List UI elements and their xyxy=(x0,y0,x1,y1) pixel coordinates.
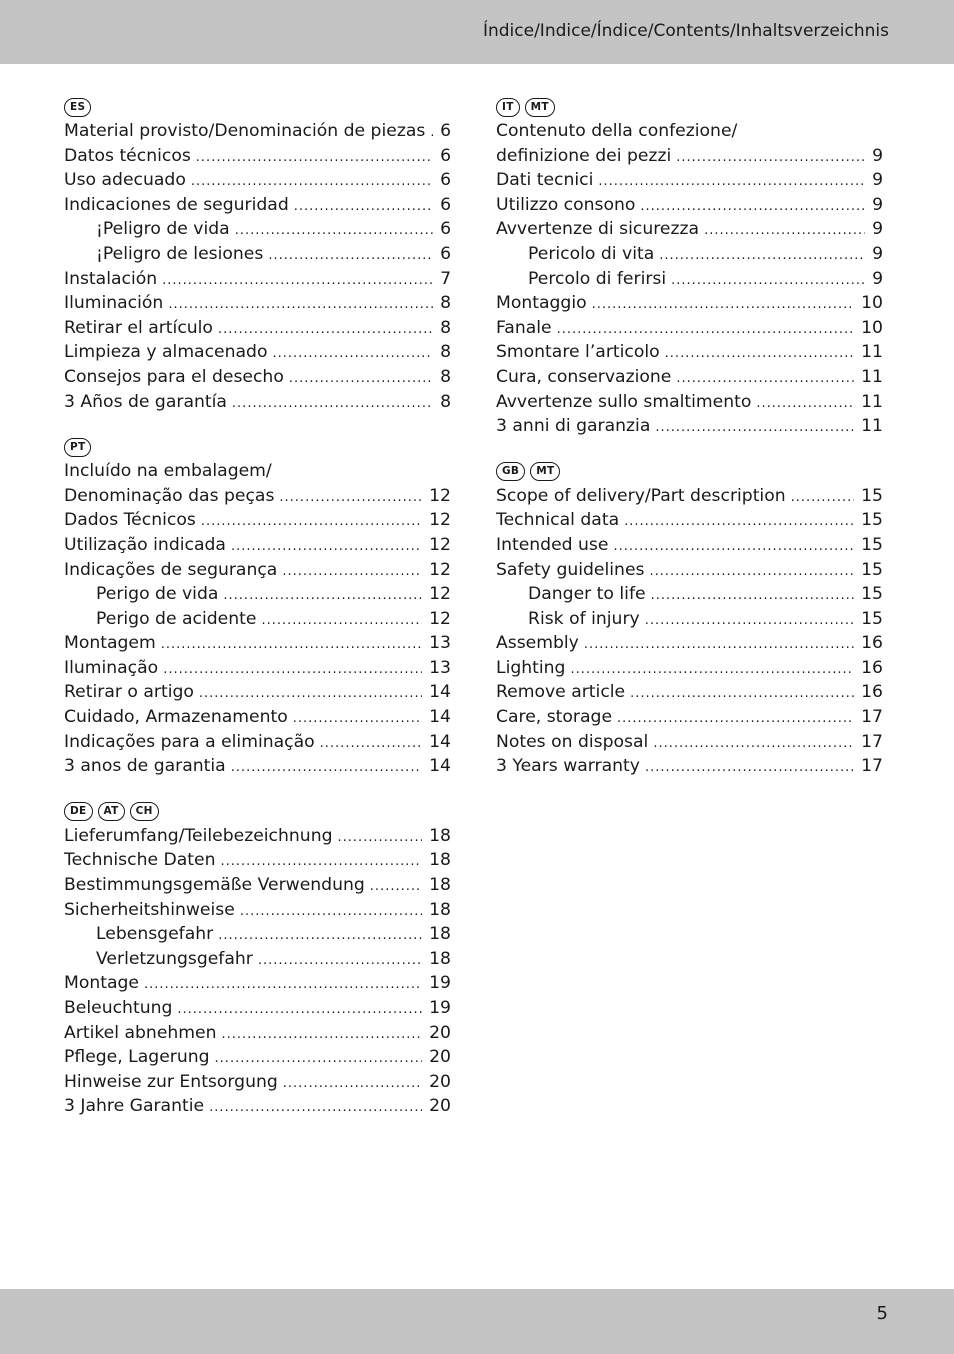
toc-entry-page: 6 xyxy=(440,145,451,166)
dot-leader xyxy=(671,273,865,288)
language-badges xyxy=(496,460,883,484)
toc-entry-page: 6 xyxy=(440,121,451,141)
toc-entry-page: 15 xyxy=(861,510,883,531)
toc-entry-label: 3 anni di garanzia xyxy=(496,416,651,437)
language-badges xyxy=(64,95,451,119)
toc-entry xyxy=(64,584,451,609)
toc-entry-page: 10 xyxy=(861,317,883,338)
toc-entry xyxy=(496,416,883,441)
toc-entry-page: 11 xyxy=(861,366,883,387)
toc-entry-page: 17 xyxy=(861,707,883,728)
toc-entry xyxy=(64,826,451,851)
toc-entry-label: Retirar o artigo xyxy=(64,682,194,703)
toc-entry-label: Datos técnicos xyxy=(64,145,191,166)
dot-leader xyxy=(676,371,854,386)
toc-entry-page: 19 xyxy=(429,998,451,1018)
toc-entry-page: 15 xyxy=(861,485,883,506)
toc-entry-label: ¡Peligro de vida xyxy=(96,219,230,240)
toc-entry xyxy=(64,244,451,269)
toc-entry-page: 16 xyxy=(861,682,883,703)
toc-entry-page: 16 xyxy=(861,657,883,678)
toc-entry-label: Iluminación xyxy=(64,293,164,314)
toc-entry-label: Danger to life xyxy=(528,584,646,605)
toc-entry-page: 18 xyxy=(429,850,451,871)
dot-leader xyxy=(209,1100,422,1115)
dot-leader xyxy=(283,1076,422,1091)
toc-entry xyxy=(64,195,451,220)
toc-entry-label: Cura, conservazione xyxy=(496,366,672,387)
language-badges xyxy=(64,800,451,824)
toc-entry-page: 6 xyxy=(440,219,451,240)
dot-leader xyxy=(199,686,422,701)
dot-leader xyxy=(630,686,854,701)
toc-entry xyxy=(64,1096,451,1121)
toc-entry-page: 8 xyxy=(440,317,451,338)
toc-entry-page: 17 xyxy=(861,756,883,777)
toc-entry xyxy=(496,219,883,244)
toc-entry xyxy=(496,510,883,535)
dot-leader xyxy=(177,1002,422,1017)
toc-entry xyxy=(64,949,451,974)
dot-leader xyxy=(144,977,422,992)
toc-section xyxy=(64,95,451,416)
toc-entry xyxy=(496,342,883,367)
toc-entry xyxy=(496,392,883,417)
toc-entry-page: 9 xyxy=(872,145,883,166)
toc-entry-page: 6 xyxy=(440,243,451,264)
toc-entry xyxy=(64,510,451,535)
toc-entry xyxy=(64,367,451,392)
dot-leader xyxy=(570,662,854,677)
toc-entry-label: Perigo de acidente xyxy=(96,608,257,629)
toc-entry-label: Remove article xyxy=(496,682,626,703)
language-badges xyxy=(64,435,451,459)
toc-entry-page: 8 xyxy=(440,391,451,412)
toc-entry-page: 12 xyxy=(429,559,451,580)
toc-entry-label: Lebensgefahr xyxy=(96,924,214,945)
toc-entry xyxy=(64,658,451,683)
toc-entry-page: 20 xyxy=(429,1022,451,1043)
toc-entry xyxy=(496,633,883,658)
toc-entry xyxy=(496,318,883,343)
toc-entry xyxy=(496,584,883,609)
toc-entry xyxy=(64,293,451,318)
toc-entry xyxy=(64,560,451,585)
toc-entry-label: Retirar el artículo xyxy=(64,317,213,338)
toc-entry-page: 18 xyxy=(429,875,451,896)
toc-entry-page: 15 xyxy=(861,584,883,605)
toc-entry-label: Intended use xyxy=(496,534,609,555)
toc-entry-label: 3 anos de garantia xyxy=(64,756,226,777)
dot-leader xyxy=(222,1027,423,1042)
dot-leader xyxy=(756,396,854,411)
toc-entry-page: 20 xyxy=(429,1096,451,1117)
toc-entry-label: Montaggio xyxy=(496,293,587,314)
language-badge: GB xyxy=(496,462,525,481)
toc-entry xyxy=(64,924,451,949)
dot-leader xyxy=(624,514,854,529)
toc-entry-page: 18 xyxy=(429,825,451,846)
dot-leader xyxy=(584,637,854,652)
dot-leader xyxy=(651,588,855,603)
dot-leader xyxy=(191,174,433,189)
dot-leader xyxy=(282,564,422,579)
toc-entry-label: Percolo di ferirsi xyxy=(528,268,667,289)
toc-entry xyxy=(64,609,451,634)
dot-leader xyxy=(665,346,854,361)
toc-entry xyxy=(64,121,451,146)
language-badge: IT xyxy=(496,98,520,117)
dot-leader xyxy=(235,223,433,238)
toc-entry xyxy=(496,682,883,707)
toc-entry-page: 15 xyxy=(861,559,883,580)
toc-entry xyxy=(64,682,451,707)
toc-entry-label: Contenuto della confezione/ xyxy=(496,121,738,141)
toc-entry-page: 18 xyxy=(429,899,451,920)
dot-leader xyxy=(161,637,422,652)
toc-section xyxy=(64,435,451,781)
dot-leader xyxy=(218,928,422,943)
toc-entry-label: Assembly xyxy=(496,633,579,654)
toc-section xyxy=(496,460,883,781)
dot-leader xyxy=(162,273,433,288)
toc-entry-label: Montagem xyxy=(64,633,156,654)
toc-entry-page: 7 xyxy=(440,268,451,289)
toc-entry xyxy=(496,121,883,146)
language-badge: MT xyxy=(530,462,560,481)
toc-entry-label: Limpieza y almacenado xyxy=(64,342,268,363)
toc-entry-page: 17 xyxy=(861,731,883,752)
toc-entry-page: 12 xyxy=(429,510,451,531)
dot-leader xyxy=(220,854,422,869)
toc-entry-label: Technische Daten xyxy=(64,850,216,871)
toc-entry-page: 8 xyxy=(440,366,451,387)
toc-entry xyxy=(64,875,451,900)
toc-entry-page: 15 xyxy=(861,534,883,555)
toc-entry xyxy=(496,535,883,560)
toc-entry-label: Notes on disposal xyxy=(496,731,649,752)
toc-entry-label: Perigo de vida xyxy=(96,584,219,605)
dot-leader xyxy=(279,490,422,505)
toc-section xyxy=(64,800,451,1121)
toc-section xyxy=(496,95,883,441)
toc-entry-label: Avvertenze sullo smaltimento xyxy=(496,391,752,412)
toc-entry-label: Denominação das peças xyxy=(64,485,275,506)
dot-leader xyxy=(704,223,865,238)
dot-leader xyxy=(598,174,865,189)
toc-entry xyxy=(64,269,451,294)
toc-entry-label: Hinweise zur Entsorgung xyxy=(64,1071,278,1092)
toc-entry-page: 12 xyxy=(429,608,451,629)
dot-leader xyxy=(370,879,422,894)
toc-entry-page: 9 xyxy=(872,194,883,215)
toc-entry xyxy=(64,732,451,757)
toc-entry xyxy=(64,486,451,511)
toc-entry-label: Instalación xyxy=(64,268,158,289)
toc-entry-label: Verletzungsgefahr xyxy=(96,948,253,969)
toc-entry xyxy=(496,170,883,195)
toc-entry-label: Consejos para el desecho xyxy=(64,366,284,387)
toc-entry-label: Dados Técnicos xyxy=(64,510,196,531)
toc-entry xyxy=(496,195,883,220)
dot-leader xyxy=(592,297,855,312)
toc-entry xyxy=(496,293,883,318)
dot-leader xyxy=(289,371,433,386)
toc-entry-label: Fanale xyxy=(496,317,552,338)
toc-entry xyxy=(64,998,451,1023)
dot-leader xyxy=(231,760,422,775)
header-bar xyxy=(0,0,954,64)
dot-leader xyxy=(258,953,422,968)
toc-entry-label: Beleuchtung xyxy=(64,998,173,1018)
toc-entry xyxy=(496,367,883,392)
toc-entry-label: Pericolo di vita xyxy=(528,243,655,264)
toc-entry xyxy=(64,461,451,486)
toc-entry-page: 9 xyxy=(872,243,883,264)
toc-entry-page: 6 xyxy=(440,170,451,191)
dot-leader xyxy=(653,736,854,751)
toc-entry xyxy=(64,1047,451,1072)
dot-leader xyxy=(240,904,422,919)
toc-entry-label: Incluído na embalagem/ xyxy=(64,461,272,482)
toc-entry xyxy=(496,146,883,171)
toc-entry xyxy=(64,900,451,925)
dot-leader xyxy=(320,736,422,751)
toc-entry-label: Utilizzo consono xyxy=(496,194,636,215)
toc-entry-label: Indicações de segurança xyxy=(64,559,278,580)
language-badges xyxy=(496,95,883,119)
toc-entry-label: 3 Años de garantía xyxy=(64,391,227,412)
toc-entry-page: 13 xyxy=(429,657,451,678)
toc-entry xyxy=(64,392,451,417)
toc-entry-page: 8 xyxy=(440,342,451,363)
toc-entry xyxy=(64,318,451,343)
toc-entry-page: 11 xyxy=(861,391,883,412)
toc-entry-label: Utilização indicada xyxy=(64,534,226,555)
toc-entry xyxy=(64,342,451,367)
toc-entry-page: 6 xyxy=(440,194,451,215)
dot-leader xyxy=(268,248,433,263)
toc-entry-page: 14 xyxy=(429,756,451,777)
dot-leader xyxy=(261,613,422,628)
toc-entry xyxy=(496,560,883,585)
toc-entry xyxy=(496,707,883,732)
toc-column-right xyxy=(496,95,883,800)
toc-entry xyxy=(64,707,451,732)
toc-entry-label: Sicherheitshinweise xyxy=(64,899,235,920)
toc-entry-page: 12 xyxy=(429,485,451,506)
toc-entry-label: Pflege, Lagerung xyxy=(64,1047,210,1068)
toc-entry-label: Iluminação xyxy=(64,657,159,678)
toc-entry-label: 3 Years warranty xyxy=(496,756,640,777)
toc-entry-label: Cuidado, Armazenamento xyxy=(64,707,288,728)
toc-entry-label: Care, storage xyxy=(496,707,613,728)
toc-entry-label: definizione dei pezzi xyxy=(496,145,672,166)
dot-leader xyxy=(617,711,854,726)
toc-entry xyxy=(64,973,451,998)
toc-column-left xyxy=(64,95,451,1140)
dot-leader xyxy=(645,760,854,775)
page-number: 5 xyxy=(876,1303,888,1324)
toc-entry xyxy=(64,170,451,195)
toc-entry-page: 9 xyxy=(872,170,883,191)
toc-entry-page: 9 xyxy=(872,268,883,289)
toc-entry-page: 12 xyxy=(429,584,451,605)
toc-entry-page: 18 xyxy=(429,948,451,969)
toc-entry-page: 19 xyxy=(429,973,451,994)
toc-entry-label: Lighting xyxy=(496,657,566,678)
dot-leader xyxy=(294,199,433,214)
language-badge: ES xyxy=(64,98,91,117)
dot-leader xyxy=(168,297,433,312)
dot-leader xyxy=(293,711,422,726)
dot-leader xyxy=(232,396,433,411)
toc-entry-page: 14 xyxy=(429,731,451,752)
toc-entry-page: 20 xyxy=(429,1047,451,1068)
toc-entry-page: 11 xyxy=(861,416,883,437)
toc-entry-label: Indicações para a eliminação xyxy=(64,731,315,752)
dot-leader xyxy=(649,564,854,579)
dot-leader xyxy=(223,588,422,603)
toc-entry-page: 18 xyxy=(429,924,451,945)
toc-entry-label: Dati tecnici xyxy=(496,170,594,191)
dot-leader xyxy=(655,420,854,435)
toc-entry xyxy=(496,658,883,683)
toc-entry-page: 8 xyxy=(440,293,451,314)
toc-entry-page: 20 xyxy=(429,1071,451,1092)
language-badge: CH xyxy=(130,802,159,821)
dot-leader xyxy=(640,199,865,214)
toc-entry-page: 12 xyxy=(429,534,451,555)
toc-entry xyxy=(64,146,451,171)
dot-leader xyxy=(272,346,433,361)
toc-entry-label: Lieferumfang/Teilebezeichnung xyxy=(64,825,333,846)
language-badge: MT xyxy=(525,98,555,117)
language-badge: AT xyxy=(98,802,125,821)
toc-entry xyxy=(64,1072,451,1097)
toc-entry-page: 14 xyxy=(429,707,451,728)
dot-leader xyxy=(231,539,422,554)
toc-entry xyxy=(496,732,883,757)
dot-leader xyxy=(338,830,423,845)
dot-leader xyxy=(201,514,422,529)
toc-entry-page: 16 xyxy=(861,633,883,654)
dot-leader xyxy=(791,490,855,505)
toc-entry xyxy=(496,244,883,269)
toc-entry-label: Uso adecuado xyxy=(64,170,186,191)
dot-leader xyxy=(676,150,865,165)
toc-entry-page: 13 xyxy=(429,633,451,654)
language-badge: DE xyxy=(64,802,93,821)
toc-entry xyxy=(64,756,451,781)
dot-leader xyxy=(557,322,855,337)
toc-entry-label: Bestimmungsgemäße Verwendung xyxy=(64,875,365,896)
toc-entry xyxy=(496,609,883,634)
toc-entry-label: Technical data xyxy=(496,510,620,531)
toc-entry xyxy=(496,269,883,294)
toc-entry-page: 10 xyxy=(861,293,883,314)
dot-leader xyxy=(613,539,854,554)
toc-entry-page: 11 xyxy=(861,342,883,363)
language-badge: PT xyxy=(64,438,91,457)
toc-entry-label: 3 Jahre Garantie xyxy=(64,1096,205,1117)
dot-leader xyxy=(196,150,433,165)
toc-entry-label: Safety guidelines xyxy=(496,559,645,580)
toc-entry-label: Avvertenze di sicurezza xyxy=(496,219,700,240)
toc-entry-label: Montage xyxy=(64,973,139,994)
toc-entry xyxy=(64,535,451,560)
toc-entry-label: ¡Peligro de lesiones xyxy=(96,243,264,264)
toc-entry-page: 14 xyxy=(429,682,451,703)
dot-leader xyxy=(163,662,422,677)
toc-entry-label: Indicaciones de seguridad xyxy=(64,194,289,215)
toc-entry-label: Material provisto/Denominación de piezas xyxy=(64,121,426,141)
dot-leader xyxy=(659,248,865,263)
toc-entry-label: Risk of injury xyxy=(528,608,640,629)
toc-entry xyxy=(64,850,451,875)
toc-entry xyxy=(64,1023,451,1048)
toc-entry xyxy=(64,633,451,658)
dot-leader xyxy=(645,613,854,628)
footer-bar xyxy=(0,1289,954,1354)
toc-entry xyxy=(496,756,883,781)
toc-entry-page: 9 xyxy=(872,219,883,240)
toc-entry-label: Smontare l’articolo xyxy=(496,342,660,363)
dot-leader xyxy=(215,1051,423,1066)
toc-entry-label: Artikel abnehmen xyxy=(64,1022,217,1043)
page-title: Índice/Indice/Índice/Contents/Inhaltsverzeichnis xyxy=(482,21,889,41)
toc-entry xyxy=(496,486,883,511)
dot-leader xyxy=(218,322,433,337)
toc-entry-label: Scope of delivery/Part description xyxy=(496,485,786,506)
toc-entry xyxy=(64,219,451,244)
dot-leader xyxy=(430,125,433,140)
toc-entry-page: 15 xyxy=(861,608,883,629)
